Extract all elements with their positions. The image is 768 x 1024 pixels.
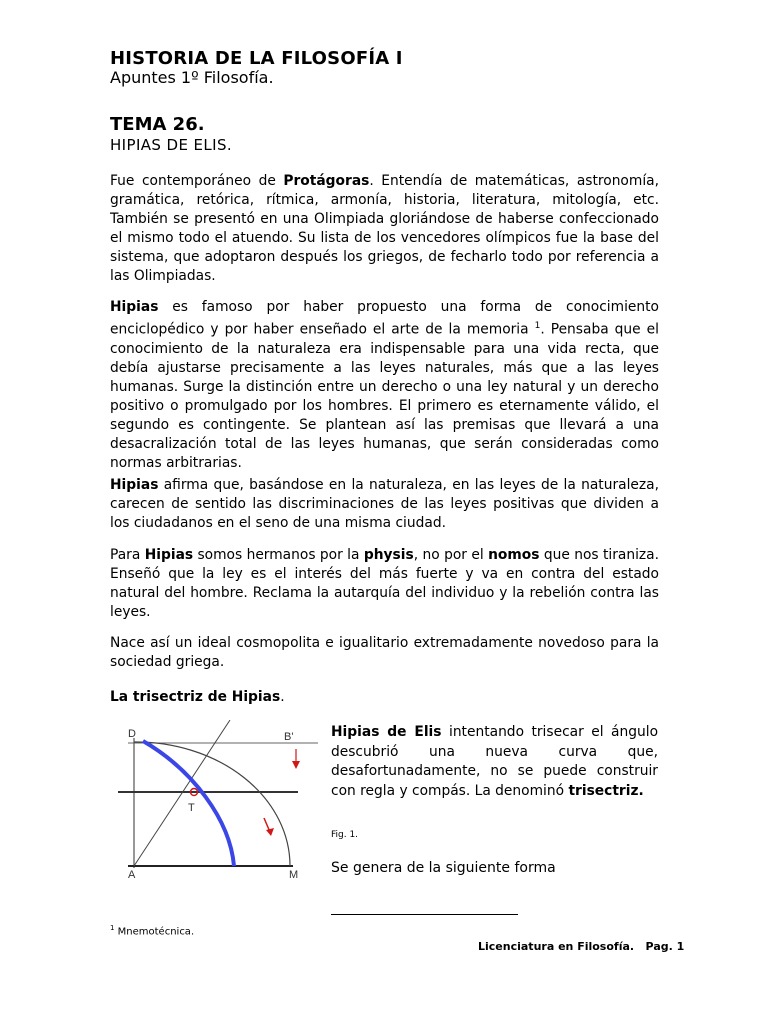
page-footer: Licenciatura en Filosofía. Pag. 1 — [478, 940, 685, 953]
section-heading: La trisectriz de Hipias. — [110, 689, 285, 705]
name-protagoras: Protágoras — [283, 173, 370, 189]
label-t: T — [188, 802, 195, 814]
document-subtitle: Apuntes 1º Filosofía. — [110, 68, 274, 87]
topic-name: HIPIAS DE ELIS. — [110, 136, 233, 154]
footnote: $^1$ Mnemotécnica. — [110, 924, 195, 938]
document-title: HISTORIA DE LA FILOSOFÍA I — [110, 48, 403, 69]
footnote-ref: 1 — [534, 321, 541, 331]
generation-intro: Se genera de la siguiente forma — [331, 860, 556, 876]
figure-caption: Fig. 1. — [331, 830, 359, 840]
paragraph-5: Nace así un ideal cosmopolita e igualitario extremadamente novedoso para la sociedad griega. — [110, 635, 659, 670]
figure-description: Hipias de Elis intentando trisecar el ángulo descubrió una nueva curva que, desafortunadamente, no se puede construir con regla y compás. La denominó trisectriz. — [331, 724, 659, 799]
name-hipias: Hipias — [110, 477, 159, 493]
footnote-mark: 1 — [110, 924, 115, 932]
footnote-divider — [331, 914, 518, 915]
term-nomos: nomos — [488, 547, 540, 563]
paragraph-4: Para Hipias somos hermanos por la physis, no por el nomos que nos tiraniza. Enseñó que la ley es el interés del más fuerte y va en contra del estado natural del hombre. Reclama la autarquía del individuo y la rebelión contra las leyes. — [110, 547, 660, 620]
trisectrix-figure — [118, 720, 318, 880]
label-b-prime: B' — [284, 731, 294, 743]
name-hipias-de-elis: Hipias de Elis — [331, 724, 442, 740]
term-physis: physis — [363, 547, 414, 563]
topic-number: TEMA 26. — [110, 114, 205, 135]
term-trisectriz: trisectriz. — [568, 782, 644, 799]
label-a: A — [128, 869, 136, 880]
label-d: D — [128, 728, 136, 740]
arrow-head — [266, 828, 274, 836]
name-hipias: Hipias — [144, 547, 194, 563]
paragraph-3: Hipias afirma que, basándose en la naturaleza, en las leyes de la naturaleza, carecen de sentido las discriminaciones de las leyes positivas que dividen a los ciudadanos en el seno de una misma ciudad. — [110, 477, 659, 531]
label-m: M — [289, 869, 299, 880]
paragraph-1: Fue contemporáneo de Protágoras. Entendía de matemáticas, astronomía, gramática, retórica, rítmica, armonía, historia, literatura, mitología, etc. También se presentó en una Olimpiada gloriándose de haberse confeccionado el mismo todo el atuendo. Su lista de los vencedores olímpicos fue la base del sistema, que adoptaron después los griegos, de fecharlo todo por referencia a las Olimpiadas. — [110, 173, 659, 284]
name-hipias: Hipias — [110, 299, 159, 315]
down-arrow-head — [292, 761, 300, 769]
paragraph-2: Hipias es famoso por haber propuesto una forma de conocimiento enciclopédico y por haber enseñado el arte de la memoria $^1$. Pensaba que el conocimiento de la naturaleza era indispensable para una vida recta, que debía ajustarse precisamente a las leyes naturales, más que a las leyes humanas. Surge la distinción entre un derecho o una ley natural y un derecho positivo o promulgado por los hombres. El primero es eternamente válido, el segundo es contingente. Se plantean así las premisas que llevará a una desacralización total de las leyes humanas, que serán consideradas como normas arbitrarias. — [110, 299, 659, 471]
